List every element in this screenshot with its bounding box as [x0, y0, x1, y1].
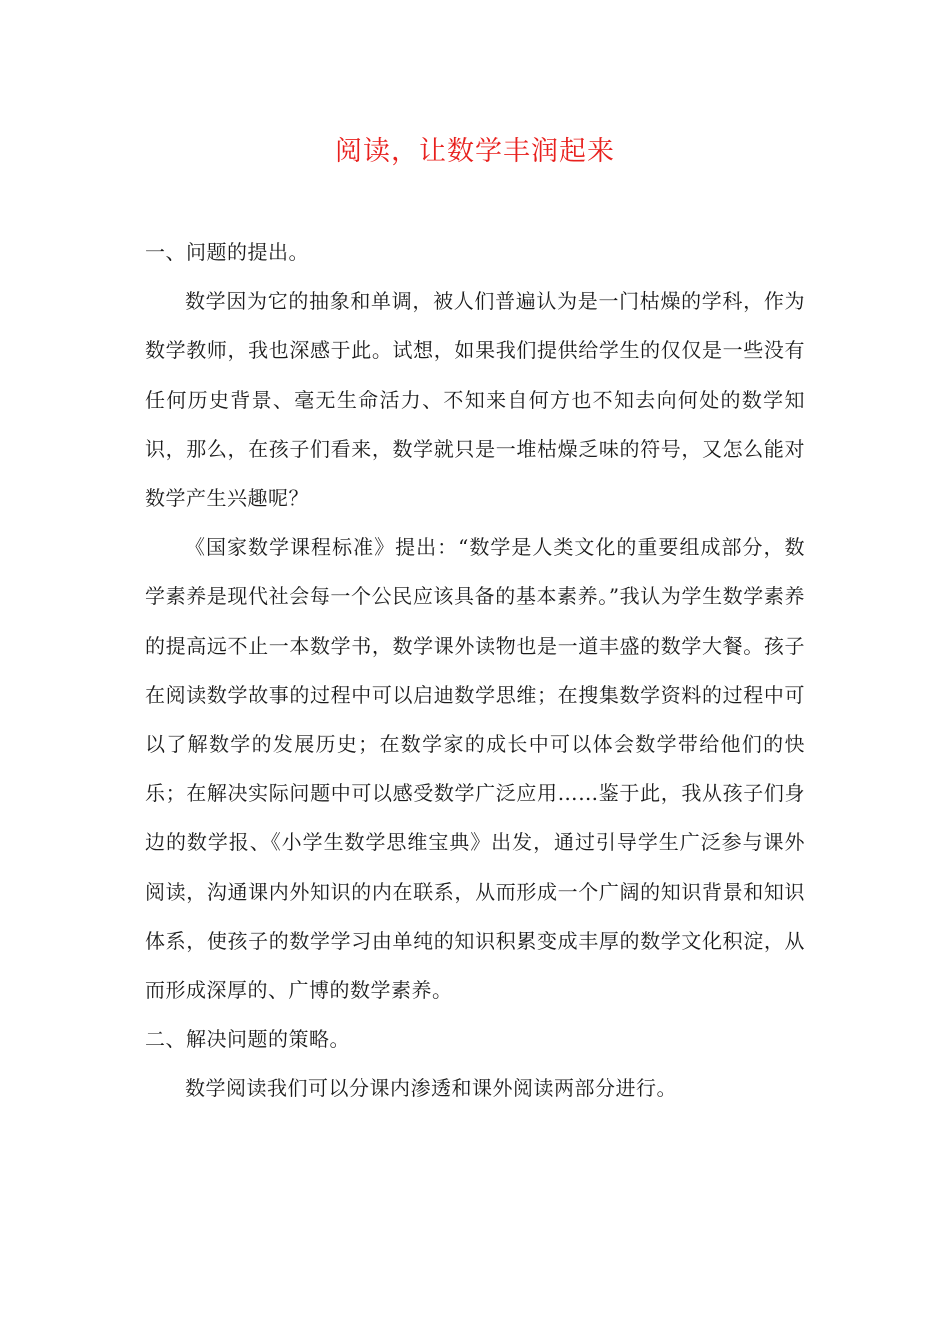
section-heading-2: 二、解决问题的策略。	[145, 1027, 350, 1052]
section-heading-1: 一、问题的提出。	[145, 240, 309, 264]
paragraph-2: 《国家数学课程标准》提出：“数学是人类文化的重要组成部分，数学素养是现代社会每一个公民应该具备的基本素养。”我认为学生数学素养的提高远不止一本数学书，数学课外读物也是一道丰盛的数学大餐。孩子在阅读数学故事的过程中可以启迪数学思维；在搜集数学资料的过程中可以了解数学的发展历史；在数学家的成长中可以体会数学带给他们的快乐；在解决实际问题中可以感受数学广泛应用……鉴于此，我从孩子们身边的数学报、《小学生数学思维宝典》出发，通过引导学生广泛参与课外阅读，沟通课内外知识的内在联系，从而形成一个广阔的知识背景和知识体系，使孩子的数学学习由单纯的知识积累变成丰厚的数学文化积淀，从而形成深厚的、广博的数学素养。	[145, 535, 805, 1003]
document-title: 阅读，让数学丰润起来	[335, 136, 615, 167]
document-body	[145, 228, 805, 1114]
paragraph-3: 数学阅读我们可以分课内渗透和课外阅读两部分进行。	[185, 1076, 677, 1101]
paragraph-1: 数学因为它的抽象和单调，被人们普遍认为是一门枯燥的学科，作为数学教师，我也深感于此。试想，如果我们提供给学生的仅仅是一些没有任何历史背景、毫无生命活力、不知来自何方也不知去向何处的数学知识，那么，在孩子们看来，数学就只是一堆枯燥乏味的符号，又怎么能对数学产生兴趣呢？	[145, 289, 805, 511]
